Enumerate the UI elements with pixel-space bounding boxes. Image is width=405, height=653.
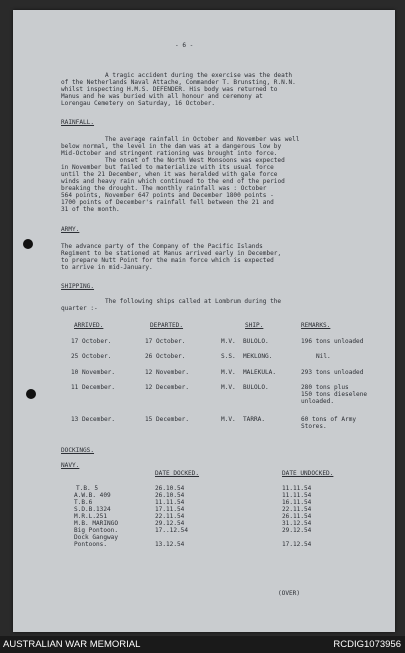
cell-docked: 26.10.54 (155, 492, 185, 499)
footer-record-id: RCDIG1073956 (333, 639, 401, 650)
army-heading: ARMY. (61, 226, 80, 233)
text-line: A tragic accident during the exercise was the death (105, 72, 293, 79)
cell-ship: BULOLO. (243, 338, 269, 345)
cell-vessel: T.B.6 (74, 499, 93, 506)
col-header-date-undocked: DATE UNDOCKED. (282, 470, 334, 477)
col-header-remarks: REMARKS. (301, 322, 331, 329)
cell-vessel: A.W.B. 409 (74, 492, 111, 499)
cell-ship: TARRA. (243, 416, 266, 423)
cell-vessel: M.B. MARINGO (74, 520, 119, 527)
navy-subheading: NAVY. (61, 462, 80, 469)
cell-undocked: 11.11.54 (282, 485, 312, 492)
cell-undocked: 16.11.54 (282, 499, 312, 506)
cell-arrived: 13 December. (71, 416, 116, 423)
cell-departed: 15 December. (145, 416, 190, 423)
cell-undocked: 31.12.54 (282, 520, 312, 527)
cell-undocked: 17.12.54 (282, 541, 312, 548)
cell-vessel: Big Pontoon. (74, 527, 119, 534)
cell-remarks: 60 tons of Army (301, 416, 357, 423)
cell-remarks: 293 tons unloaded (301, 369, 364, 376)
cell-vessel: Pontoons. (74, 541, 108, 548)
shipping-intro-line: quarter :- (61, 305, 98, 312)
cell-docked: 22.11.54 (155, 513, 185, 520)
cell-departed: 17 October. (145, 338, 186, 345)
page-number: - 6 - (175, 42, 194, 49)
cell-ship: MALEKULA. (243, 369, 277, 376)
shipping-intro-line: The following ships called at Lombrum during the (105, 298, 282, 305)
col-header-arrived: ARRIVED. (74, 322, 104, 329)
shipping-heading: SHIPPING. (61, 283, 95, 290)
text-line: 31 of the month. (61, 206, 120, 213)
col-header-date-docked: DATE DOCKED. (155, 470, 200, 477)
text-line: below normal, the level in the dam was at a dangerous low by (61, 143, 282, 150)
text-line: until the 21 December, when it was heralded with gale force (61, 171, 278, 178)
text-line: The onset of the North West Monsoons was expected (105, 157, 285, 164)
text-line: 564 points, November 647 points and December 1800 points - (61, 192, 274, 199)
cell-docked: 11.11.54 (155, 499, 185, 506)
text-line: whilst inspecting H.M.S. DEFENDER. His body was returned to (61, 86, 278, 93)
cell-vessel: Dock Gangway (74, 534, 119, 541)
cell-ship-prefix: M.V. (221, 369, 236, 376)
text-line: of the Netherlands Naval Attache, Commander T. Brunsting, R.N.N. (61, 79, 296, 86)
footer-source: AUSTRALIAN WAR MEMORIAL (3, 639, 141, 650)
over-note: (OVER) (278, 590, 301, 597)
cell-remarks: 196 tons unloaded (301, 338, 364, 345)
text-line: 1700 points of December's rainfall fell between the 21 and (61, 199, 274, 206)
text-line: Manus and he was buried with all honour and ceremony at (61, 93, 263, 100)
cell-docked: 26.10.54 (155, 485, 185, 492)
col-header-departed: DEPARTED. (150, 322, 184, 329)
document-page (13, 10, 395, 632)
cell-undocked: 11.11.54 (282, 492, 312, 499)
text-line: The advance party of the Company of the Pacific Islands (61, 243, 263, 250)
cell-remarks: Stores. (301, 423, 327, 430)
cell-vessel: S.D.B.1324 (74, 506, 111, 513)
rainfall-heading: RAINFALL. (61, 119, 95, 126)
cell-remarks: 150 tons dieselene (301, 391, 368, 398)
cell-ship-prefix: M.V. (221, 384, 236, 391)
cell-ship-prefix: S.S. (221, 353, 236, 360)
cell-arrived: 10 November. (71, 369, 116, 376)
cell-docked: 17.11.54 (155, 506, 185, 513)
cell-vessel: M.R.L.251 (74, 513, 108, 520)
cell-docked: 17..12.54 (155, 527, 189, 534)
cell-remarks: Nil. (316, 353, 331, 360)
cell-ship: MEKLONG. (243, 353, 273, 360)
text-line: to arrive in mid-January. (61, 264, 153, 271)
punch-hole-bottom (26, 389, 36, 399)
text-line: winds and heavy rain which continued to the end of the period (61, 178, 285, 185)
cell-docked: 13.12.54 (155, 541, 185, 548)
cell-undocked: 29.12.54 (282, 527, 312, 534)
text-line: in November but failed to materialize with its usual force (61, 164, 274, 171)
cell-ship-prefix: M.V. (221, 338, 236, 345)
text-line: The average rainfall in October and November was well (105, 136, 300, 143)
text-line: Regiment to be stationed at Manus arrived early in December, (61, 250, 282, 257)
cell-ship-prefix: M.V. (221, 416, 236, 423)
cell-departed: 12 November. (145, 369, 190, 376)
text-line: Mid-October and stringent rationing was brought into force. (61, 150, 278, 157)
cell-remarks: 280 tons plus (301, 384, 349, 391)
text-line: Lorengau Cemetery on Saturday, 16 October. (61, 100, 216, 107)
cell-arrived: 11 December. (71, 384, 116, 391)
cell-ship: BULOLO. (243, 384, 269, 391)
text-line: to prepare Nutt Point for the main force which is expected (61, 257, 274, 264)
cell-remarks: unloaded. (301, 398, 335, 405)
punch-hole-top (23, 239, 33, 249)
text-line: breaking the drought. The monthly rainfall was : October (61, 185, 267, 192)
cell-departed: 26 October. (145, 353, 186, 360)
cell-arrived: 25 October. (71, 353, 112, 360)
cell-departed: 12 December. (145, 384, 190, 391)
cell-undocked: 26.11.54 (282, 513, 312, 520)
dockings-heading: DOCKINGS. (61, 447, 95, 454)
cell-arrived: 17 October. (71, 338, 112, 345)
cell-vessel: T.B. 5 (76, 485, 99, 492)
col-header-ship: SHIP. (245, 322, 264, 329)
cell-docked: 29.12.54 (155, 520, 185, 527)
cell-undocked: 22.11.54 (282, 506, 312, 513)
archive-footer (0, 636, 405, 653)
